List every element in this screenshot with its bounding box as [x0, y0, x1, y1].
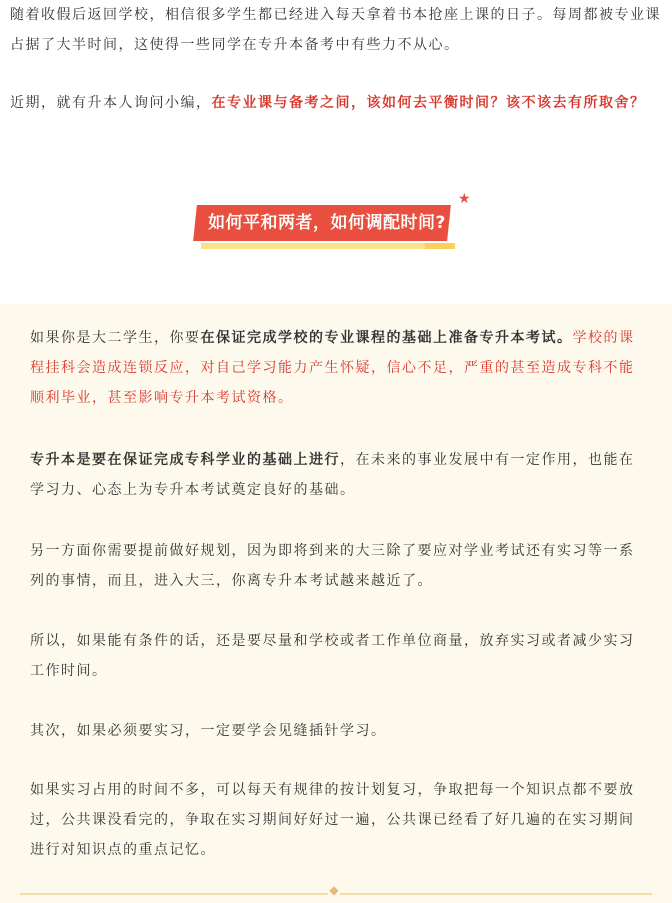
panel-paragraph-3	[30, 536, 642, 596]
panel-text-1c: 学校的课程挂科会造成连锁反应，对自己学习能力产生怀疑，信心不足，严重的甚至造成专科不能顺利毕业，甚至影响专升本考试资格。	[30, 330, 635, 406]
panel-paragraph-5	[30, 716, 642, 746]
content-panel	[0, 304, 672, 903]
panel-text-2b: ，在未来的事业发展中有一定作用，也能在学习力、心态上为专升本考试奠定良好的基础。	[30, 452, 635, 498]
banner-underline	[201, 243, 451, 249]
divider-ornament-icon: ◆	[329, 883, 339, 897]
intro-highlight: 在专业课与备考之间，该如何去平衡时间？该不该去有所取舍？	[211, 95, 646, 111]
panel-paragraph-4	[30, 626, 642, 686]
star-icon: ★	[458, 191, 471, 207]
panel-text-1b: 在保证完成学校的专业课程的基础上准备专升本考试。	[200, 330, 573, 346]
panel-text-1a: 如果你是大二学生，你要	[30, 330, 201, 346]
intro-text-2: 近期，就有升本人询问小编，	[10, 95, 212, 111]
panel-text-3: 另一方面你需要提前做好规划，因为即将到来的大三除了要应对学业考试还有实习等一系列的事情，而且，进入大三，你离专升本考试越来越近了。	[30, 543, 635, 589]
intro-paragraph-2	[10, 88, 662, 118]
banner-underline-accent	[425, 243, 455, 249]
panel-text-4: 所以，如果能有条件的话，还是要尽量和学校或者工作单位商量，放弃实习或者减少实习工作时间。	[30, 633, 635, 679]
panel-paragraph-1	[30, 323, 642, 413]
panel-text-5: 其次，如果必须要实习，一定要学会见缝插针学习。	[30, 723, 387, 739]
intro-paragraph-1	[10, 0, 662, 60]
panel-text-6: 如果实习占用的时间不多，可以每天有规律的按计划复习，争取把每一个知识点都不要放过，公共课没看完的，争取在实习期间好好过一遍，公共课已经看了好几遍的在实习期间进行对知识点的重点记忆。	[30, 782, 635, 858]
panel-paragraph-6	[30, 775, 642, 865]
panel-paragraph-2	[30, 445, 642, 505]
intro-text-1: 随着收假后返回学校，相信很多学生都已经进入每天拿着书本抢座上课的日子。每周都被专业课占据了大半时间，这使得一些同学在专升本备考中有些力不从心。	[10, 7, 661, 53]
section-banner	[195, 191, 477, 256]
panel-text-2a: 专升本是要在保证完成专科学业的基础上进行	[30, 452, 340, 468]
banner-title: 如何平和两者，如何调配时间?	[208, 213, 446, 233]
